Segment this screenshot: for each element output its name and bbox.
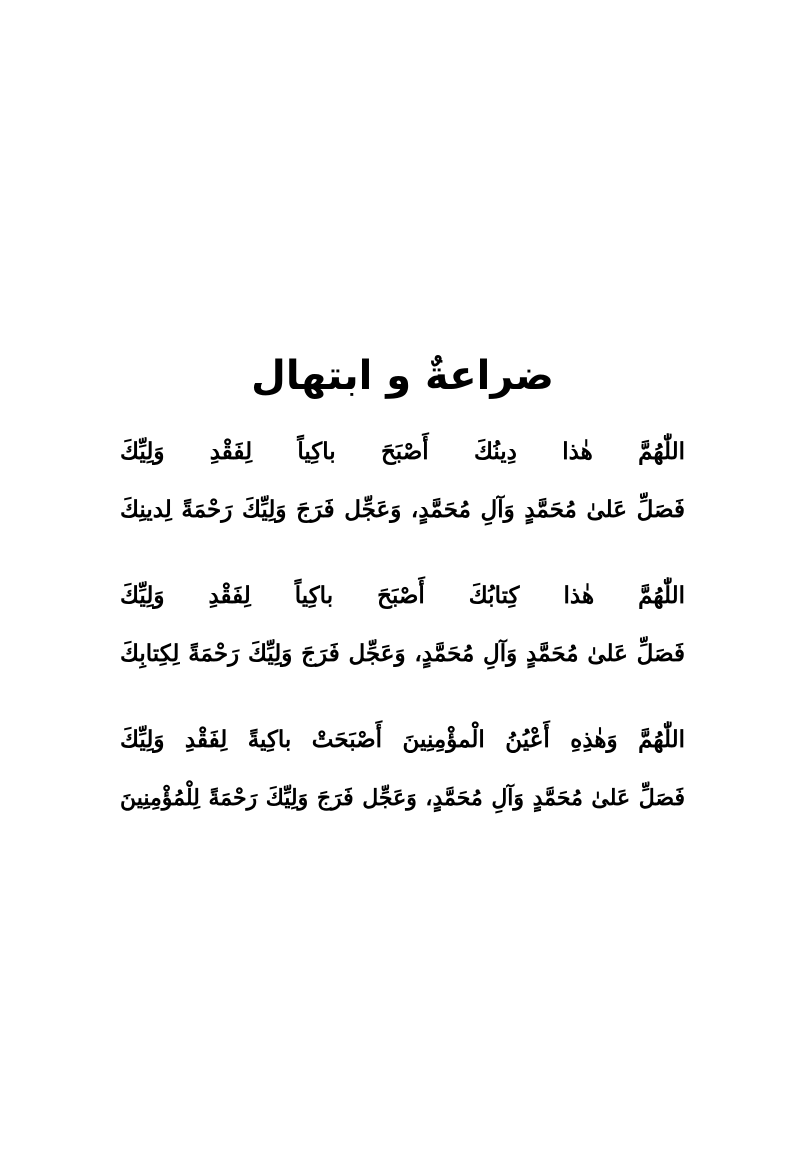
stanza-1-line-1: اللّٰهُمَّ هٰذا دِينُكَ أَصْبَحَ باكِياً لِفَقْدِ وَلِيِّكَ bbox=[120, 438, 685, 465]
stanza-2-line-2: فَصَلِّ عَلىٰ مُحَمَّدٍ وَآلِ مُحَمَّدٍ، وَعَجِّل فَرَجَ وَلِيِّكَ رَحْمَةً لِكِتابِكَ bbox=[120, 640, 685, 667]
stanza-3-line-1: اللّٰهُمَّ وَهٰذِهِ أَعْيُنُ الْمؤْمِنِينَ أَصْبَحَتْ باكِيةً لِفَقْدِ وَلِيِّكَ bbox=[120, 726, 685, 753]
stanza-2-line-1: اللّٰهُمَّ هٰذا كِتابُكَ أَصْبَحَ باكِياً لِفَقْدِ وَلِيِّكَ bbox=[120, 582, 685, 609]
page-title: ضراعةٌ و ابتهال bbox=[251, 353, 554, 399]
stanza-3-line-2: فَصَلِّ عَلىٰ مُحَمَّدٍ وَآلِ مُحَمَّدٍ، وَعَجِّل فَرَجَ وَلِيِّكَ رَحْمَةً لِلْمُؤْمِنِينَ bbox=[120, 785, 685, 811]
stanza-1-line-2: فَصَلِّ عَلىٰ مُحَمَّدٍ وَآلِ مُحَمَّدٍ، وَعَجِّل فَرَجَ وَلِيِّكَ رَحْمَةً لِدينِكَ bbox=[120, 496, 685, 523]
